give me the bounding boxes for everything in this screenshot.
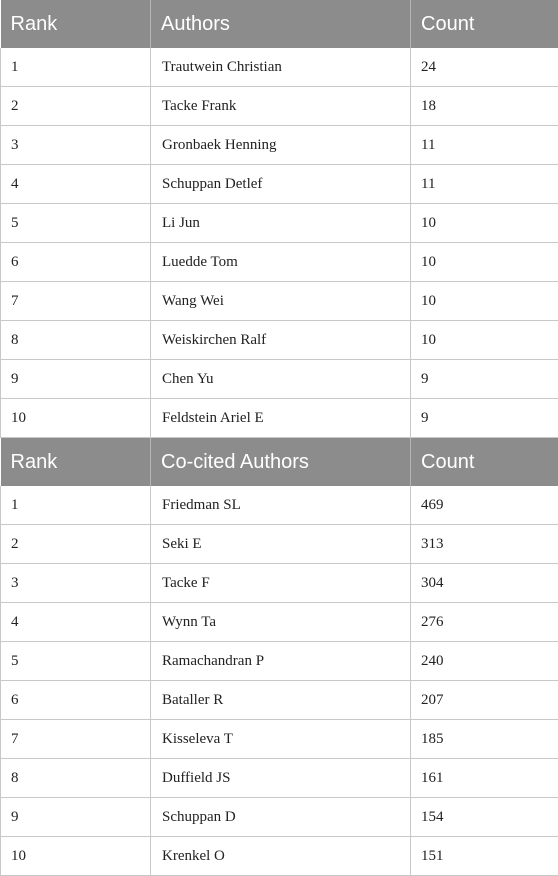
rank-cell: 5 <box>1 642 151 681</box>
count-cell: 18 <box>411 87 558 126</box>
author-cell: Chen Yu <box>151 360 411 399</box>
author-cell: Gronbaek Henning <box>151 126 411 165</box>
column-header-author: Co-cited Authors <box>151 438 411 487</box>
count-cell: 185 <box>411 720 558 759</box>
column-header-count: Count <box>411 0 558 48</box>
table-row <box>1 243 558 282</box>
count-cell: 154 <box>411 798 558 837</box>
rank-cell: 9 <box>1 798 151 837</box>
column-header-rank: Rank <box>1 0 151 48</box>
table-row <box>1 720 558 759</box>
author-cell: Krenkel O <box>151 837 411 876</box>
rank-cell: 2 <box>1 87 151 126</box>
count-cell: 10 <box>411 321 558 360</box>
count-cell: 10 <box>411 204 558 243</box>
author-cell: Wynn Ta <box>151 603 411 642</box>
author-cell: Duffield JS <box>151 759 411 798</box>
table-row <box>1 642 558 681</box>
author-cell: Weiskirchen Ralf <box>151 321 411 360</box>
rank-cell: 8 <box>1 321 151 360</box>
rank-cell: 7 <box>1 282 151 321</box>
rank-cell: 4 <box>1 165 151 204</box>
count-cell: 161 <box>411 759 558 798</box>
count-cell: 9 <box>411 360 558 399</box>
author-cell: Wang Wei <box>151 282 411 321</box>
author-cell: Bataller R <box>151 681 411 720</box>
author-cell: Kisseleva T <box>151 720 411 759</box>
table-row <box>1 204 558 243</box>
rank-cell: 8 <box>1 759 151 798</box>
author-cell: Luedde Tom <box>151 243 411 282</box>
table-body <box>1 0 558 876</box>
author-cell: Friedman SL <box>151 486 411 525</box>
author-cell: Li Jun <box>151 204 411 243</box>
table-row <box>1 87 558 126</box>
table-row <box>1 486 558 525</box>
table-row <box>1 759 558 798</box>
table-row <box>1 681 558 720</box>
table-row <box>1 837 558 876</box>
rank-cell: 3 <box>1 564 151 603</box>
table-row <box>1 48 558 87</box>
table-row <box>1 564 558 603</box>
rank-cell: 3 <box>1 126 151 165</box>
column-header-author: Authors <box>151 0 411 48</box>
rank-cell: 4 <box>1 603 151 642</box>
table-row <box>1 603 558 642</box>
count-cell: 9 <box>411 399 558 438</box>
count-cell: 11 <box>411 165 558 204</box>
count-cell: 304 <box>411 564 558 603</box>
author-cell: Schuppan Detlef <box>151 165 411 204</box>
table-row <box>1 525 558 564</box>
count-cell: 11 <box>411 126 558 165</box>
rank-cell: 1 <box>1 486 151 525</box>
table-row <box>1 798 558 837</box>
count-cell: 24 <box>411 48 558 87</box>
author-cell: Feldstein Ariel E <box>151 399 411 438</box>
count-cell: 469 <box>411 486 558 525</box>
author-cell: Trautwein Christian <box>151 48 411 87</box>
author-cell: Ramachandran P <box>151 642 411 681</box>
rank-cell: 9 <box>1 360 151 399</box>
count-cell: 151 <box>411 837 558 876</box>
rank-cell: 10 <box>1 837 151 876</box>
table-row <box>1 165 558 204</box>
table-row <box>1 399 558 438</box>
table-row <box>1 321 558 360</box>
rank-cell: 1 <box>1 48 151 87</box>
column-header-rank: Rank <box>1 438 151 487</box>
count-cell: 276 <box>411 603 558 642</box>
section-header-row <box>1 0 558 48</box>
count-cell: 10 <box>411 243 558 282</box>
count-cell: 207 <box>411 681 558 720</box>
rank-cell: 2 <box>1 525 151 564</box>
rank-cell: 6 <box>1 681 151 720</box>
rank-cell: 5 <box>1 204 151 243</box>
author-cell: Tacke F <box>151 564 411 603</box>
rank-cell: 7 <box>1 720 151 759</box>
table-row <box>1 360 558 399</box>
rank-cell: 6 <box>1 243 151 282</box>
count-cell: 240 <box>411 642 558 681</box>
table-row <box>1 282 558 321</box>
column-header-count: Count <box>411 438 558 487</box>
rank-cell: 10 <box>1 399 151 438</box>
author-cell: Tacke Frank <box>151 87 411 126</box>
author-cell: Schuppan D <box>151 798 411 837</box>
count-cell: 313 <box>411 525 558 564</box>
author-cell: Seki E <box>151 525 411 564</box>
count-cell: 10 <box>411 282 558 321</box>
section-header-row <box>1 438 558 487</box>
table-row <box>1 126 558 165</box>
